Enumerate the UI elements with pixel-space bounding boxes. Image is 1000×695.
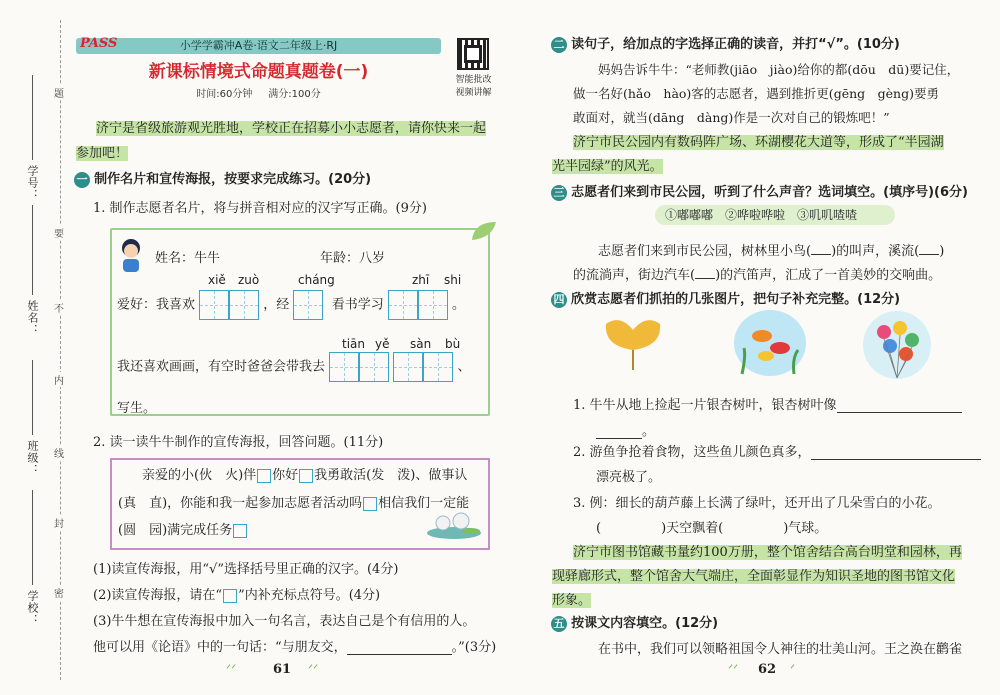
section-badge: 一 [74,172,90,188]
section-badge: 三 [551,185,567,201]
char-box[interactable] [229,290,259,320]
sub-question-3: 他可以用《论语》中的一句话：“与朋友交， [93,640,347,655]
section-title: 读句子，给加点的字选择正确的读音，并打“√”。(10分) [571,37,900,52]
class-blank[interactable] [32,360,33,435]
binding-word: 密 [54,585,64,600]
boy-avatar-icon [118,238,144,272]
lotus-icon [425,505,483,540]
punct-box[interactable] [299,469,313,483]
answer-blank[interactable] [695,278,715,279]
hobby-text: ，经 [263,297,290,313]
q4-text: 漂亮极了。 [596,470,662,485]
sprout-icon: ᐟᐟ [226,662,237,676]
highlight-text: 形象。 [552,593,592,608]
pinyin: bù [445,337,461,351]
card-age: 年龄：八岁 [320,251,386,266]
section-title: 志愿者们来到市民公园，听到了什么声音？选词填空。(填序号)(6分) [571,185,968,200]
question-1: 1. 制作志愿者名片，将与拼音相对应的汉字写正确。(9分) [93,201,427,216]
qr-code-icon[interactable] [457,38,489,70]
q4-text: )气球。 [783,521,828,536]
s2-line: 敢面对，就当(dāng dàng)作是一次对自己的锻炼吧！” [573,110,890,125]
section-badge: 四 [551,292,567,308]
s2-line: 妈妈告诉牛牛：“老师教(jiāo jiào)给你的都(dōu dū)要记住， [598,62,960,77]
poster-text: 相信我们一定能 [378,496,470,511]
sub-question-1: (1)读宣传海报，用“√”选择括号里正确的汉字。(4分) [93,562,399,577]
answer-blank[interactable] [837,412,962,413]
binding-word: 不 [54,300,64,315]
intro-text: 参加吧！ [76,146,129,161]
highlight-text: 光半园绿”的风光。 [552,159,663,174]
answer-blank[interactable] [811,459,981,460]
binding-word: 线 [54,445,64,460]
pinyin: sàn [410,337,432,351]
punct-box[interactable] [233,524,247,538]
school-blank[interactable] [32,490,33,585]
school-label: 学校： [26,590,39,626]
highlight-text: 现驿廊形式，整个馆舍大气端庄，全面彰显作为知识圣地的图书馆文化 [552,569,956,584]
fish-picture-icon [732,308,808,378]
pinyin: zuò [238,273,260,287]
pass-logo: PASS [80,36,118,51]
sub-question-2: ”内补充标点符号。(4分) [238,588,381,603]
section-title: 制作名片和宣传海报，按要求完成练习。(20分) [94,172,372,187]
q4-text: 3. 例：细长的葫芦藤上长满了绿叶，还开出了几朵雪白的小花。 [573,496,941,511]
name-label: 姓名： [26,300,39,336]
leaf-icon [470,220,498,242]
pinyin: zhī [412,273,430,287]
s2-line: 做一名好(hǎo hào)客的志愿者，遇到推折更(gēng gèng)要勇 [573,86,939,101]
section-badge: 五 [551,616,567,632]
q4-text: ( [596,521,602,536]
student-id-blank[interactable] [32,75,33,160]
answer-blank[interactable] [811,254,831,255]
sprout-icon: ᐟᐟ [308,662,319,676]
char-box[interactable] [359,352,389,382]
char-box[interactable] [418,290,448,320]
s3-text: )的叫声，溪流( [831,244,920,259]
answer-blank[interactable] [596,438,642,439]
q4-text: 1. 牛牛从地上捡起一片银杏树叶，银杏树叶像 [573,398,837,413]
poster-text: 亲爱的小(伙 火)伴 [142,468,257,483]
card-line-end: 、 [457,359,471,375]
exam-info [76,85,441,100]
ginkgo-leaf-icon [600,312,666,374]
hobby-text: 爱好：我喜欢 [117,297,196,313]
answer-blank[interactable] [919,254,939,255]
qr-caption: 智能批改 [455,75,492,85]
word-options: ①嘟嘟嘟 ②哗啦哗啦 ③叽叽喳喳 [655,205,895,225]
intro-text: 济宁是省级旅游观光胜地，学校正在招募小小志愿者，请你快来一起 [96,121,487,136]
poster-text: 你好 [272,468,299,483]
card-name: 姓名：牛牛 [155,251,221,266]
sprout-icon: ᐟᐟ [728,662,739,676]
section-title: 欣赏志愿者们抓拍的几张图片，把句子补充完整。(12分) [571,292,901,307]
char-box[interactable] [423,352,453,382]
card-line: 我还喜欢画画，有空时爸爸会带我去 [117,359,326,375]
pinyin: shi [444,273,462,287]
hobby-end: 。 [452,297,466,313]
char-box[interactable] [329,352,359,382]
sub-question-3: (3)牛牛想在宣传海报中加入一句名言，表达自己是个有信用的人。 [93,614,476,629]
s3-text: )的汽笛声，汇成了一首美妙的交响曲。 [715,268,942,283]
binding-line [60,20,61,680]
sprout-icon: ᐟ [790,662,796,676]
section-title: 按课文内容填空。(12分) [571,616,719,631]
page-number-left: 61 [273,662,292,677]
binding-word: 内 [54,372,64,387]
s3-text: ) [939,244,945,259]
poster-text: 我勇敢活(发 泼)、做事认 [314,468,468,483]
poster-text: (真 直)，你能和我一起参加志愿者活动吗 [118,496,363,511]
sub-question-2: (2)读宣传海报，请在“ [93,588,223,603]
char-box[interactable] [293,290,323,320]
balloons-picture-icon [862,310,932,380]
pinyin: xiě [208,273,226,287]
s3-text: 志愿者们来到市民公园，树林里小鸟( [598,244,812,259]
exam-time: 时间:60分钟 [196,89,253,100]
char-box[interactable] [199,290,229,320]
punct-box-sample [223,589,237,603]
s3-text: 的流淌声，街边汽车( [573,268,696,283]
char-box[interactable] [388,290,418,320]
q4-text: )天空飘着( [661,521,724,536]
punct-box[interactable] [363,497,377,511]
binding-word: 要 [54,225,64,240]
highlight-text: 济宁市民公园内有数码阵广场、环湖樱花大道等，形成了“半园湖 [573,135,944,150]
char-box[interactable] [393,352,423,382]
binding-word: 题 [54,85,64,100]
series-bar: 小学学霸冲A卷·语文二年级上·RJ [76,38,441,54]
pinyin: yě [375,337,390,351]
section-badge: 二 [551,37,567,53]
card-line: 写生。 [117,401,157,416]
highlight-text: 济宁市图书馆藏书量约100万册，整个馆舍结合高台明堂和园林，再 [573,545,962,560]
s5-line: 在书中，我们可以领略祖国令人神往的壮美山河。王之涣在鹳雀 [598,642,963,657]
q4-text: 2. 游鱼争抢着食物，这些鱼儿颜色真多， [573,445,811,460]
qr-caption: 视频讲解 [455,88,492,98]
class-label: 班级： [26,440,39,476]
binding-word: 封 [54,515,64,530]
question-2: 2. 读一读牛牛制作的宣传海报，回答问题。(11分) [93,435,384,450]
punct-box[interactable] [257,469,271,483]
answer-blank[interactable] [347,654,452,655]
page-number-right: 62 [758,662,777,677]
exam-title: 新课标情境式命题真题卷(一) [148,62,369,82]
student-id-label: 学号： [26,165,39,201]
pinyin: tiān [342,337,365,351]
sub-question-3: 。”(3分) [451,640,497,655]
name-blank[interactable] [32,205,33,295]
poster-text: (圆 园)满完成任务 [118,523,233,538]
hobby-text: 看书学习 [331,297,384,313]
pinyin: cháng [298,273,335,287]
exam-score: 满分:100分 [268,89,321,100]
